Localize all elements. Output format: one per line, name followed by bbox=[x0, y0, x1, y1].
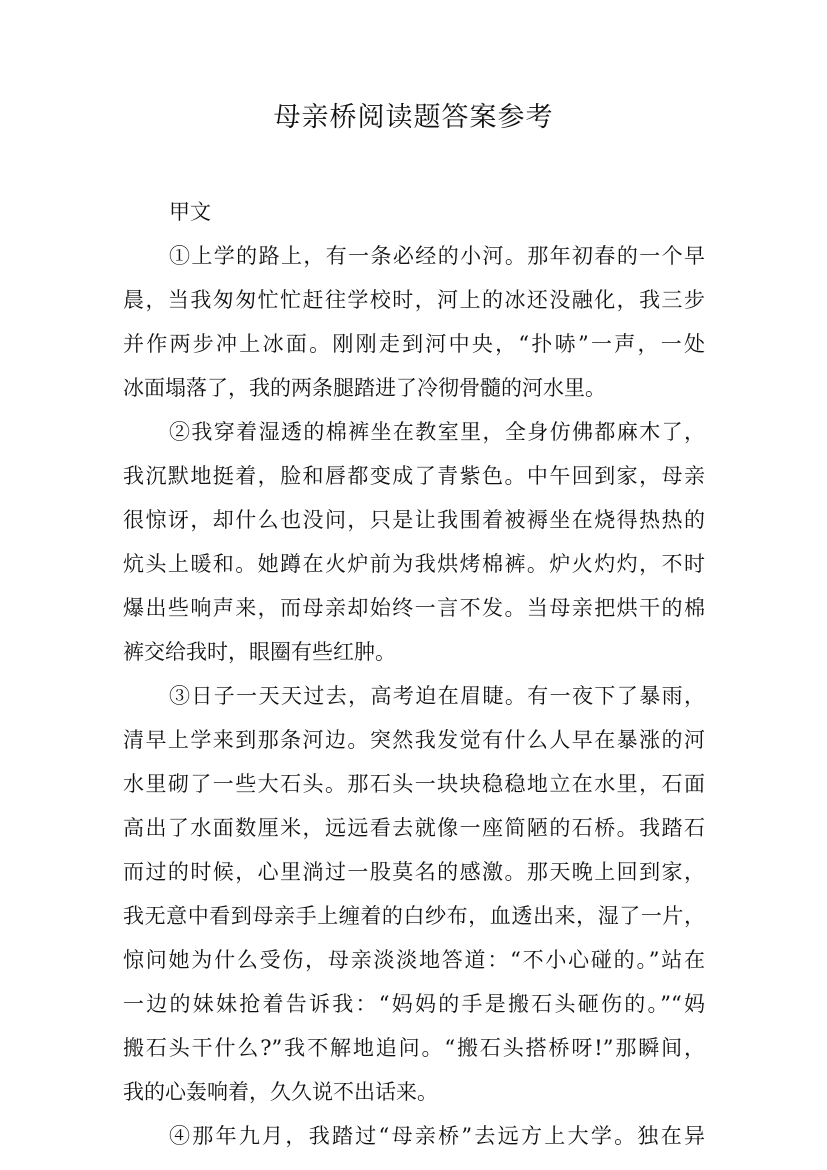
text-line: ③日子一天天过去，高考迫在眉睫。有一夜下了暴雨， bbox=[169, 684, 705, 708]
text-line: 清早上学来到那条河边。突然我发觉有什么人早在暴涨的河 bbox=[123, 728, 705, 752]
text-line: ①上学的路上，有一条必经的小河。那年初春的一个早 bbox=[169, 244, 705, 268]
text-line: 晨，当我匆匆忙忙赶往学校时，河上的冰还没融化，我三步 bbox=[123, 288, 705, 312]
paragraph-1 bbox=[123, 234, 705, 410]
text-line: 高出了水面数厘米，远远看去就像一座简陋的石桥。我踏石 bbox=[123, 816, 705, 840]
text-line: 冰面塌落了，我的两条腿踏进了冷彻骨髓的河水里。 bbox=[123, 376, 606, 400]
text-line: 而过的时候，心里淌过一股莫名的感激。那天晚上回到家， bbox=[123, 860, 705, 884]
text-line: 我的心轰响着，久久说不出话来。 bbox=[123, 1080, 438, 1104]
text-line: 水里砌了一些大石头。那石头一块块稳稳地立在水里，石面 bbox=[123, 772, 705, 796]
text-line: 搬石头干什么?”我不解地追问。“搬石头搭桥呀!”那瞬间， bbox=[123, 1036, 705, 1060]
document-body bbox=[123, 190, 705, 1158]
text-line: 很惊讶，却什么也没问，只是让我围着被褥坐在烧得热热的 bbox=[123, 508, 705, 532]
paragraph-3 bbox=[123, 674, 705, 1114]
paragraph-4 bbox=[123, 1114, 705, 1158]
text-line: 我沉默地挺着，脸和唇都变成了青紫色。中午回到家，母亲 bbox=[123, 464, 705, 488]
text-line: 炕头上暖和。她蹲在火炉前为我烘烤棉裤。炉火灼灼，不时 bbox=[123, 552, 705, 576]
text-line: 我无意中看到母亲手上缠着的白纱布，血透出来，湿了一片， bbox=[123, 904, 705, 928]
text-line: 一边的妹妹抢着告诉我：“妈妈的手是搬石头砸伤的。”“妈 bbox=[123, 992, 705, 1016]
document-title: 母亲桥阅读题答案参考 bbox=[273, 102, 554, 133]
text-line: ④那年九月，我踏过“母亲桥”去远方上大学。独在异 bbox=[169, 1124, 705, 1148]
text-line: 爆出些响声来，而母亲却始终一言不发。当母亲把烘干的棉 bbox=[123, 596, 705, 620]
text-line: 惊问她为什么受伤，母亲淡淡地答道：“不小心碰的。”站在 bbox=[123, 948, 705, 972]
text-line: ②我穿着湿透的棉裤坐在教室里，全身仿佛都麻木了， bbox=[169, 420, 705, 444]
text-line: 并作两步冲上冰面。刚刚走到河中央，“扑哧”一声，一处 bbox=[123, 332, 705, 356]
section-label: 甲文 bbox=[169, 200, 211, 224]
paragraph-2 bbox=[123, 410, 705, 674]
text-line: 裤交给我时，眼圈有些红肿。 bbox=[123, 640, 396, 664]
